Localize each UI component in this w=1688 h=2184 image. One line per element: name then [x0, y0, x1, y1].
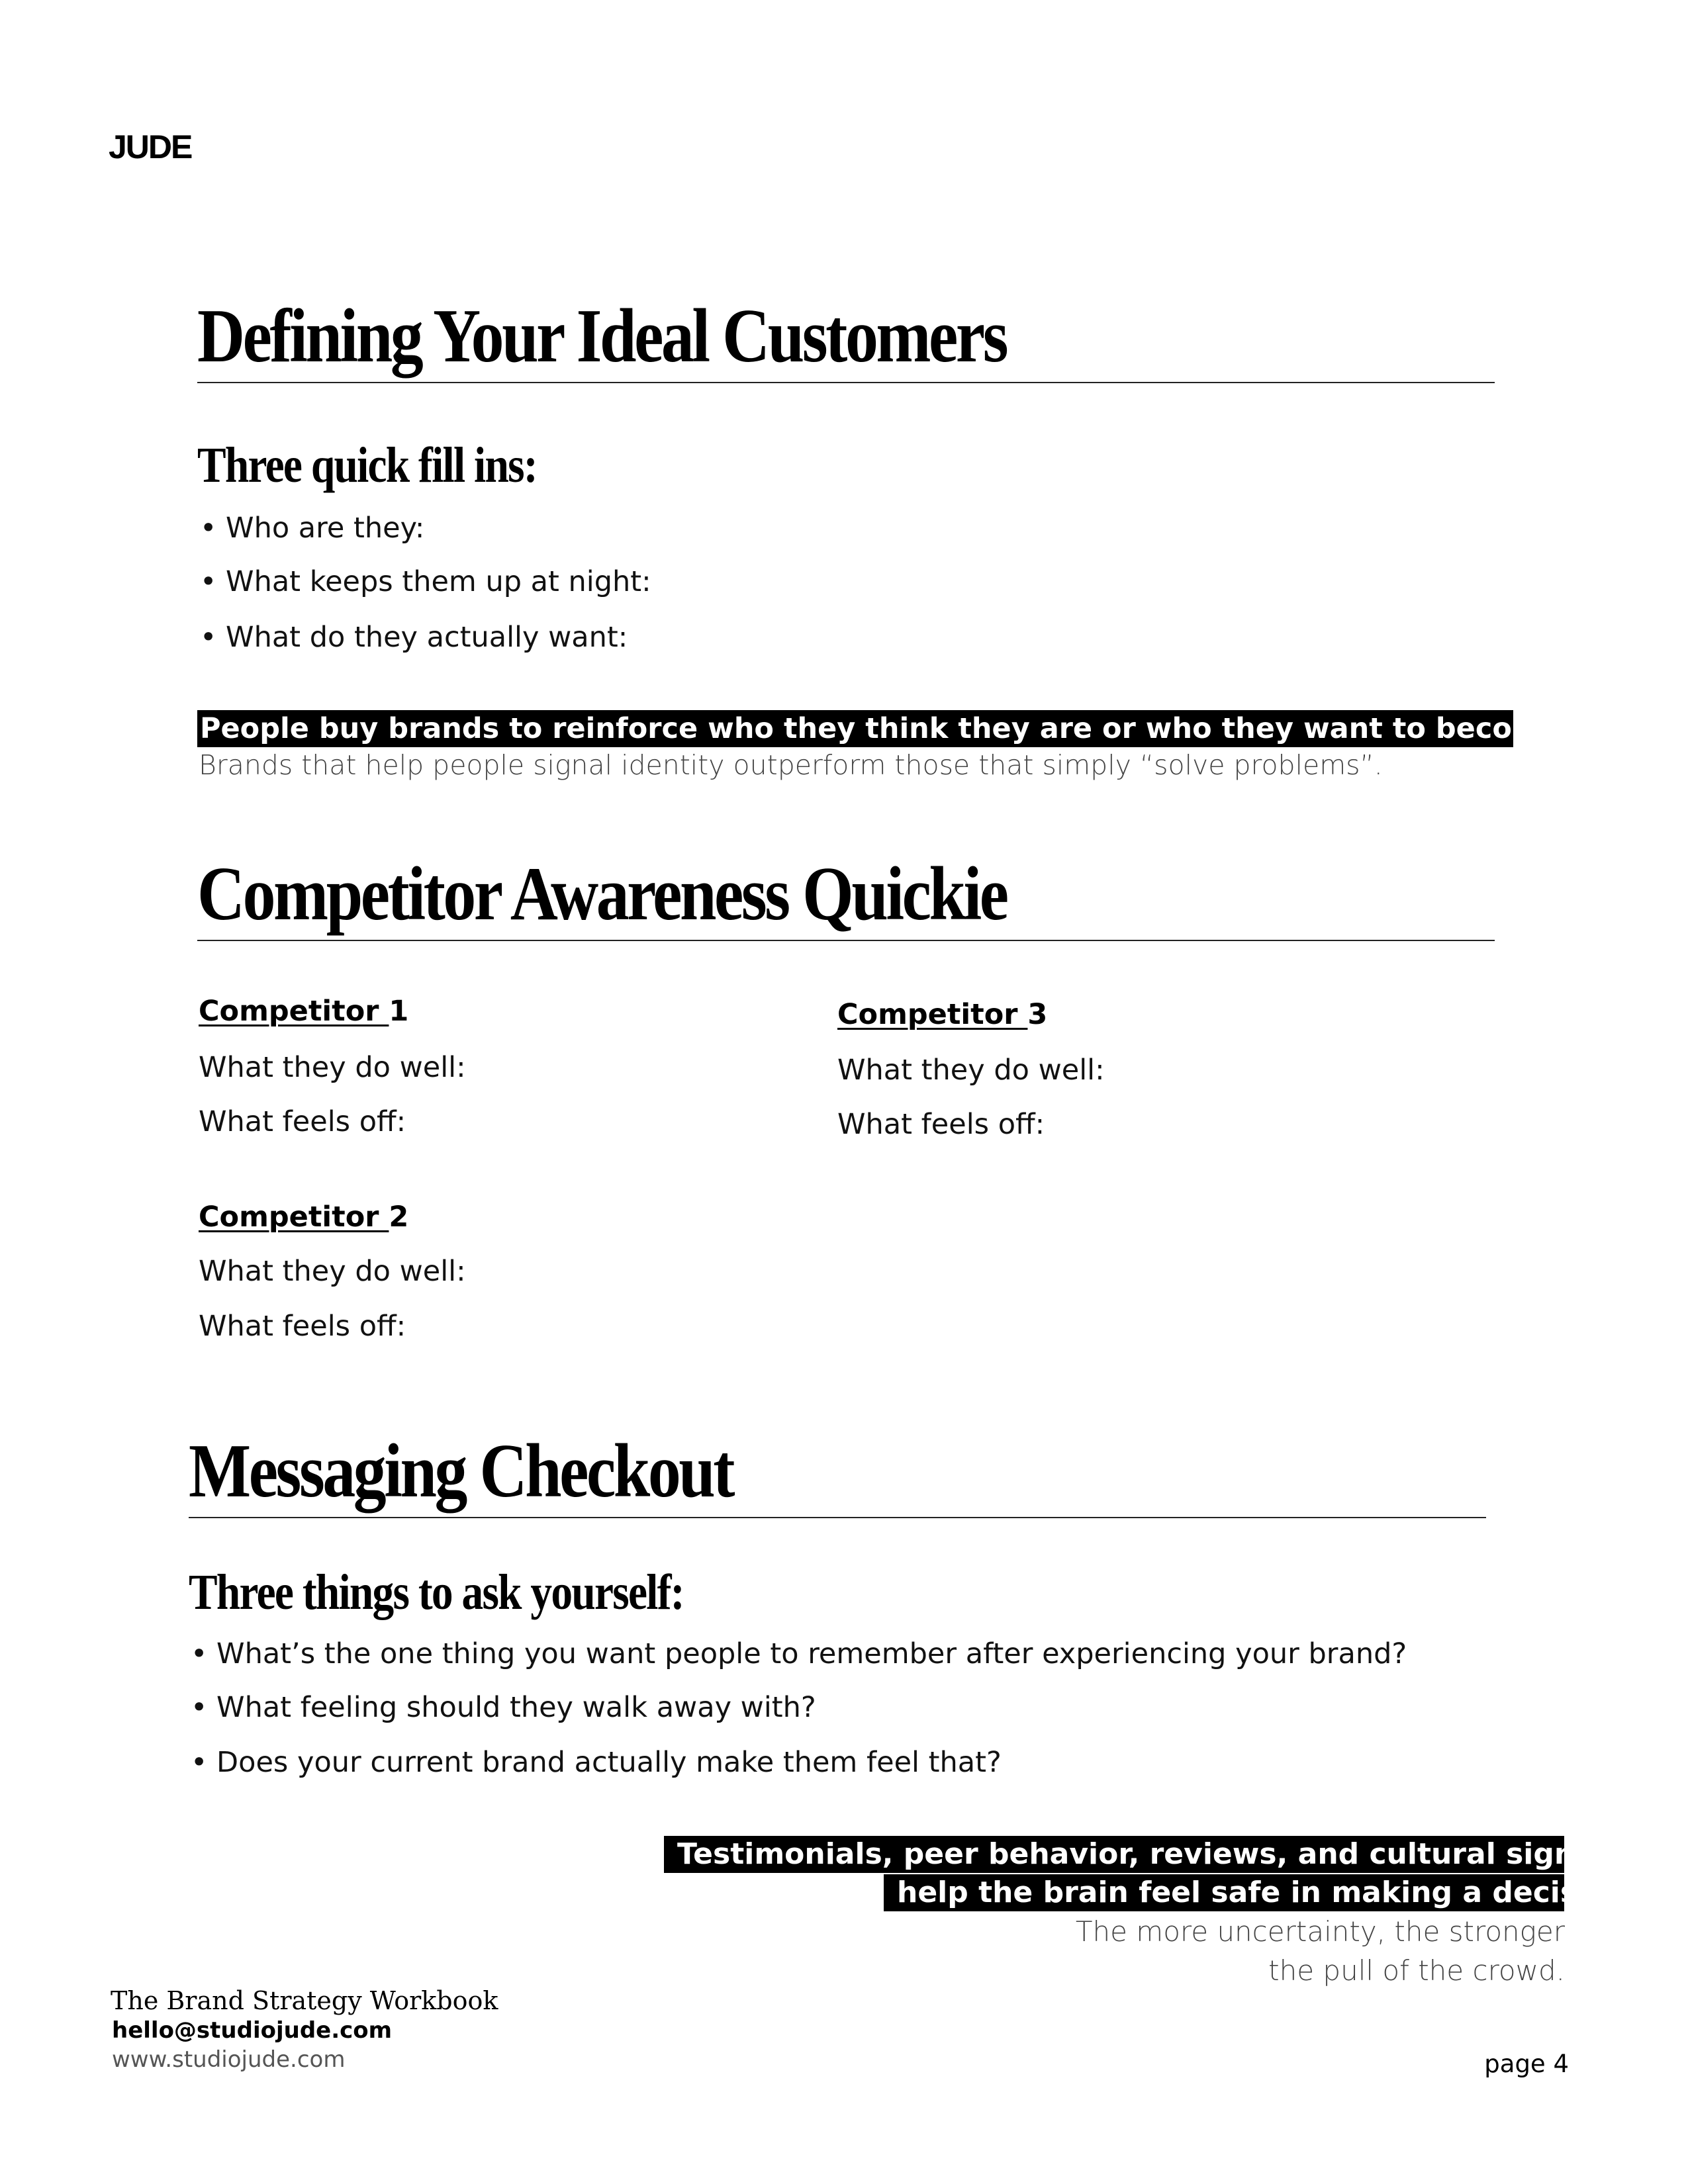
section-divider	[197, 940, 1495, 941]
page-number: page 4	[1484, 2050, 1569, 2078]
competitor-1-does-well: What they do well:	[199, 1051, 466, 1084]
callout-note-line-1: The more uncertainty, the stronger	[1075, 1915, 1565, 1948]
section-title-messaging-checkout: Messaging Checkout	[189, 1429, 733, 1514]
highlight-quote-identity: People buy brands to reinforce who they think they are or who they want to become.	[197, 710, 1513, 747]
section-subtitle-fill-ins: Three quick fill ins:	[197, 437, 537, 493]
competitor-2-feels-off: What feels off:	[199, 1310, 406, 1343]
section-divider	[189, 1517, 1486, 1518]
bullet-remember: • What’s the one thing you want people to remember after experiencing your brand?	[191, 1640, 1407, 1668]
section-divider	[197, 382, 1495, 383]
bullet-want: • What do they actually want:	[200, 623, 628, 652]
competitor-number: 1	[389, 995, 409, 1028]
competitor-2-does-well: What they do well:	[199, 1255, 466, 1288]
competitor-3-feels-off: What feels off:	[837, 1108, 1045, 1141]
footer-workbook-title: The Brand Strategy Workbook	[111, 1986, 498, 2015]
competitor-label: Competitor	[199, 1201, 389, 1234]
section-title-ideal-customers: Defining Your Ideal Customers	[197, 294, 1007, 379]
competitor-number: 2	[389, 1201, 409, 1234]
brand-logo: JUDE	[109, 128, 192, 165]
callout-highlight-line-2: help the brain feel safe in making a decision.	[884, 1874, 1564, 1911]
callout-note-line-2: the pull of the crowd.	[1268, 1954, 1565, 1987]
footer-website-link[interactable]: www.studiojude.com	[112, 2046, 346, 2073]
competitor-label: Competitor	[837, 998, 1028, 1031]
bullet-feeling: • What feeling should they walk away with?	[191, 1694, 816, 1722]
section-subtitle-ask-yourself: Three things to ask yourself:	[189, 1565, 684, 1620]
competitor-1-heading	[199, 997, 408, 1026]
bullet-current-brand: • Does your current brand actually make them feel that?	[191, 1749, 1002, 1777]
section-title-competitor-awareness: Competitor Awareness Quickie	[197, 852, 1007, 936]
bullet-keeps-up: • What keeps them up at night:	[200, 568, 651, 596]
note-identity: Brands that help people signal identity outperform those that simply “solve problems”.	[199, 749, 1383, 781]
bullet-who: • Who are they:	[200, 514, 424, 543]
competitor-number: 3	[1027, 998, 1048, 1031]
competitor-3-does-well: What they do well:	[837, 1054, 1105, 1087]
footer-email-link[interactable]: hello@studiojude.com	[112, 2017, 393, 2044]
callout-highlight-line-1: Testimonials, peer behavior, reviews, and cultural signals	[664, 1836, 1564, 1873]
competitor-label: Competitor	[199, 995, 389, 1028]
competitor-2-heading	[199, 1203, 408, 1232]
competitor-1-feels-off: What feels off:	[199, 1105, 406, 1138]
competitor-3-heading	[837, 998, 1048, 1031]
